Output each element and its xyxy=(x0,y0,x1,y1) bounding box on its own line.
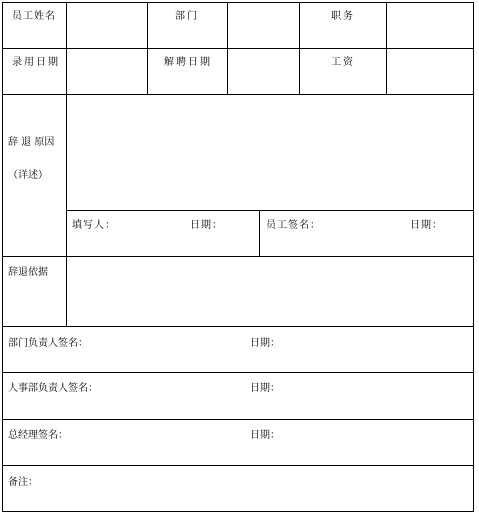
rule xyxy=(66,210,474,211)
position-field[interactable] xyxy=(387,3,473,48)
rule xyxy=(299,2,300,95)
rule xyxy=(2,419,474,420)
salary-field[interactable] xyxy=(387,49,473,94)
dismissal-basis-field[interactable] xyxy=(67,257,473,326)
salary-label: 工资 xyxy=(331,57,355,68)
rule xyxy=(473,2,474,512)
dismissal-basis-label: 辞退依据 xyxy=(8,267,48,278)
rule xyxy=(2,372,474,373)
dismissal-reason-field[interactable] xyxy=(67,95,473,210)
dismissal-date-label: 解聘日期 xyxy=(164,57,212,68)
employee-name-field[interactable] xyxy=(67,3,147,48)
department-label: 部门 xyxy=(175,11,199,22)
position-label: 职务 xyxy=(331,11,355,22)
employee-signature-label: 员工签名： xyxy=(266,220,321,231)
department-field[interactable] xyxy=(228,3,299,48)
filler-date-label: 日期： xyxy=(190,220,223,231)
hr-head-signature-label: 人事部负责人签名： xyxy=(8,383,98,394)
hr-head-date-label: 日期： xyxy=(250,383,280,394)
dismissal-date-field[interactable] xyxy=(228,49,299,94)
dismissal-reason-detail-label: （详述） xyxy=(8,170,48,181)
rule xyxy=(259,210,260,257)
employee-date-label: 日期： xyxy=(410,220,443,231)
rule xyxy=(2,2,3,512)
gm-date-label: 日期： xyxy=(250,430,280,441)
dept-head-date-label: 日期： xyxy=(250,338,280,349)
filler-label: 填写人： xyxy=(72,220,116,231)
dismissal-reason-label: 辞 退 原因 xyxy=(8,137,55,148)
rule xyxy=(2,511,474,512)
gm-signature-label: 总经理签名： xyxy=(8,430,68,441)
hire-date-label: 录用日期 xyxy=(12,57,60,68)
remarks-label: 备注： xyxy=(8,477,38,488)
hire-date-field[interactable] xyxy=(67,49,147,94)
dept-head-signature-label: 部门负责人签名： xyxy=(8,338,88,349)
rule xyxy=(2,326,474,327)
employee-name-label: 员工姓名 xyxy=(12,11,56,22)
remarks-field[interactable] xyxy=(40,466,473,511)
rule xyxy=(147,2,148,95)
